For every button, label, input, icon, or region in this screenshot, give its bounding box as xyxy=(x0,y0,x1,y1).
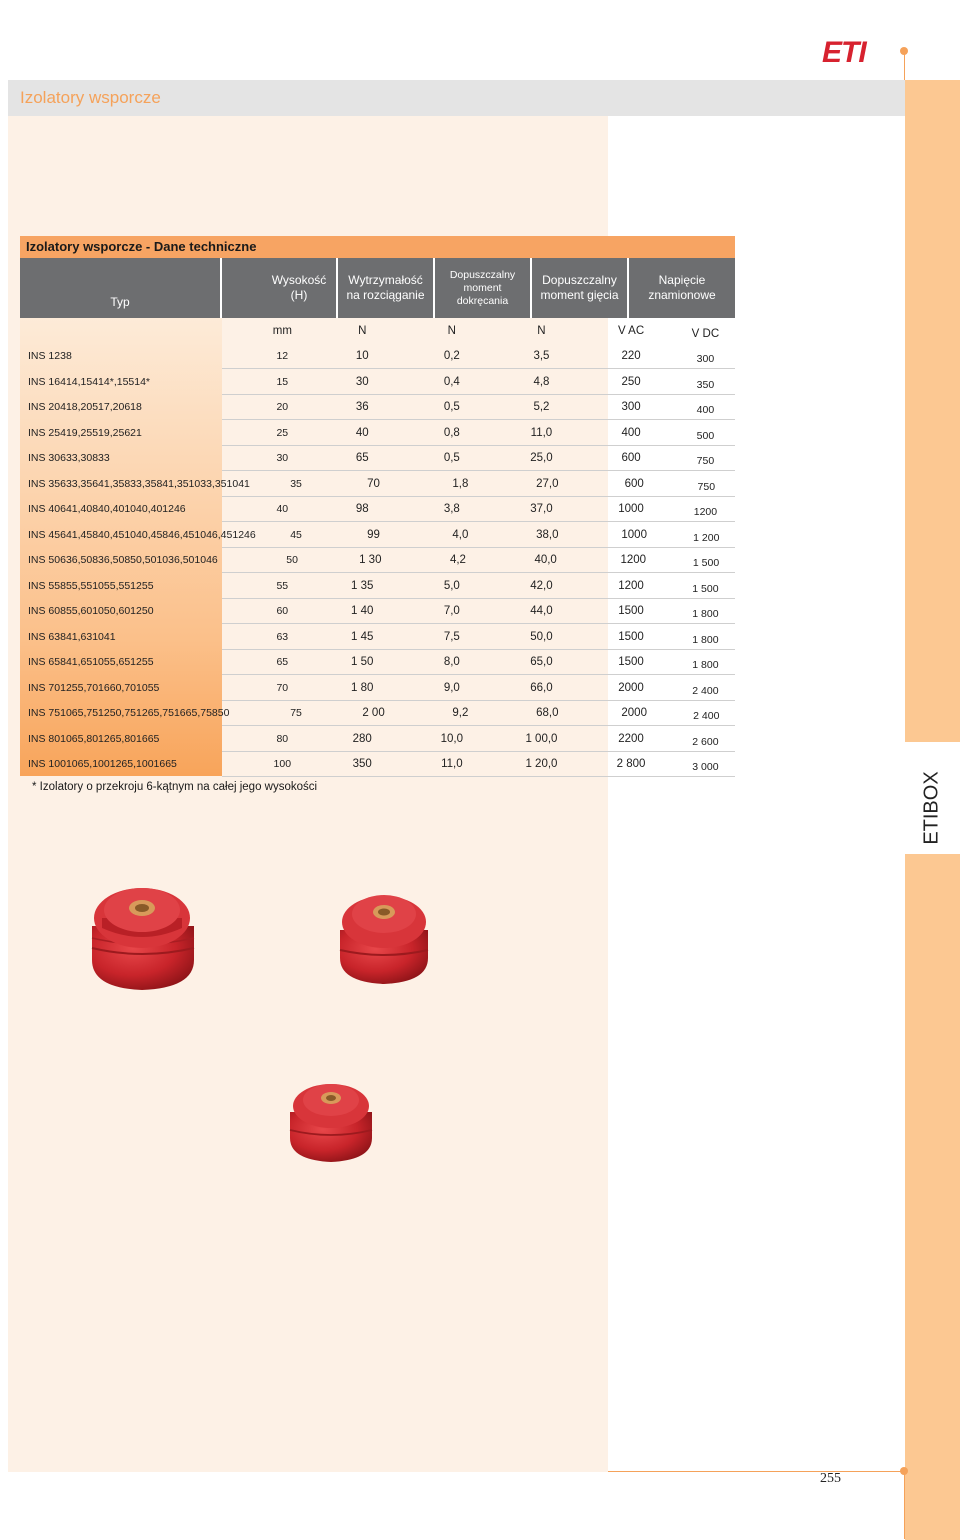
cell-vac: 2000 xyxy=(618,681,644,694)
table-row xyxy=(20,420,735,446)
cell-torque: 10,0 xyxy=(440,732,464,745)
table-row xyxy=(20,675,735,701)
col-tensile-line1: Wytrzymałość xyxy=(348,273,423,287)
cell-vac: 1200 xyxy=(620,554,647,567)
cell-torque: 8,0 xyxy=(443,656,460,669)
col-height-line1: Wysokość xyxy=(271,273,327,287)
cell-height: 35 xyxy=(290,477,302,490)
cell-vac: 1000 xyxy=(618,503,644,516)
cell-tensile: 99 xyxy=(367,528,380,541)
cell-bending: 40,0 xyxy=(534,554,557,567)
unit-bending: N xyxy=(537,324,546,337)
insulator-image-medium xyxy=(328,878,440,990)
cell-vdc: 750 xyxy=(696,455,715,468)
cell-vac: 1500 xyxy=(618,630,644,643)
table-row xyxy=(20,369,735,395)
cell-bending: 68,0 xyxy=(536,707,559,720)
col-typ-label: Typ xyxy=(110,294,130,309)
cell-height: 63 xyxy=(276,630,289,643)
decor-line-bottom-vertical xyxy=(904,1471,905,1539)
cell-torque: 11,0 xyxy=(441,758,463,771)
table-row xyxy=(20,548,735,574)
col-bending-line1: Dopuszczalny xyxy=(542,273,617,287)
cell-vac: 400 xyxy=(621,426,641,439)
cell-vdc: 2 400 xyxy=(692,684,719,697)
table-row xyxy=(20,446,735,472)
cell-tensile: 70 xyxy=(367,477,380,490)
table-row xyxy=(20,650,735,676)
cell-height: 55 xyxy=(276,579,289,592)
cell-torque: 4,2 xyxy=(449,554,466,567)
col-voltage-label: Napięcie znamionowe xyxy=(648,273,716,302)
cell-type: INS 751065,751250,751265,751665,75850 xyxy=(28,707,230,720)
cell-torque: 0,5 xyxy=(443,452,460,465)
cell-tensile: 1 80 xyxy=(351,681,374,694)
decor-line-bottom xyxy=(608,1471,904,1472)
cell-height: 30 xyxy=(276,452,289,465)
cell-type: INS 60855,601050,601250 xyxy=(28,605,154,618)
cell-vac: 600 xyxy=(624,477,644,490)
cell-bending: 65,0 xyxy=(530,656,553,669)
cell-tensile: 65 xyxy=(355,452,369,465)
col-torque-line2: moment xyxy=(463,281,502,294)
table-row xyxy=(20,624,735,650)
cell-bending: 37,0 xyxy=(530,503,553,516)
cell-type: INS 20418,20517,20618 xyxy=(28,401,142,414)
cell-vac: 1500 xyxy=(618,656,644,669)
cell-vdc: 1 500 xyxy=(692,582,719,595)
cell-vdc: 3 000 xyxy=(692,761,719,774)
table-row xyxy=(20,752,735,778)
col-tensile xyxy=(338,258,435,318)
cell-tensile: 350 xyxy=(352,758,372,771)
decor-dot-bottom xyxy=(900,1467,908,1475)
cell-vdc: 1 500 xyxy=(692,557,720,570)
table-row xyxy=(20,471,735,497)
cell-bending: 1 20,0 xyxy=(525,758,558,771)
cell-torque: 7,5 xyxy=(443,630,460,643)
cell-tensile: 98 xyxy=(355,503,369,516)
table-body xyxy=(20,318,735,777)
table-row xyxy=(20,395,735,421)
cell-type: INS 16414,15414*,15514* xyxy=(28,375,151,388)
cell-vac: 2000 xyxy=(621,707,647,720)
cell-vac: 1500 xyxy=(618,605,644,618)
cell-torque: 7,0 xyxy=(443,605,460,618)
cell-torque: 3,8 xyxy=(443,503,460,516)
cell-tensile: 40 xyxy=(355,426,369,439)
cell-type: INS 30633,30833 xyxy=(28,452,110,465)
cell-tensile: 1 35 xyxy=(351,579,374,592)
cell-height: 65 xyxy=(276,656,289,669)
cell-tensile: 1 45 xyxy=(351,630,374,643)
cell-vdc: 1200 xyxy=(693,506,718,519)
cell-type: INS 701255,701660,701055 xyxy=(28,681,160,694)
cell-type: INS 55855,551055,551255 xyxy=(28,579,154,592)
cell-bending: 66,0 xyxy=(530,681,553,694)
cell-bending: 50,0 xyxy=(530,630,553,643)
insulator-image-large xyxy=(78,868,208,998)
cell-vac: 220 xyxy=(621,350,641,363)
cell-type: INS 801065,801265,801665 xyxy=(28,732,160,745)
cell-bending: 42,0 xyxy=(530,579,553,592)
cell-vac: 250 xyxy=(621,375,641,388)
cell-torque: 9,0 xyxy=(443,681,460,694)
decor-line-top xyxy=(904,52,905,80)
cell-bending: 44,0 xyxy=(530,605,553,618)
cell-torque: 0,8 xyxy=(443,426,460,439)
col-tensile-line2: na rozciąganie xyxy=(346,288,425,302)
cell-tensile: 10 xyxy=(355,350,369,363)
cell-bending: 1 00,0 xyxy=(525,732,558,745)
cell-type: INS 65841,651055,651255 xyxy=(28,656,154,669)
table-title: Izolatory wsporcze - Dane techniczne xyxy=(20,236,735,258)
cell-height: 100 xyxy=(273,758,292,771)
table-row xyxy=(20,497,735,523)
cell-vac: 2 800 xyxy=(616,758,646,771)
cell-tensile: 30 xyxy=(355,375,369,388)
cell-type: INS 50636,50836,50850,501036,501046 xyxy=(28,554,218,567)
cell-tensile: 1 50 xyxy=(351,656,374,669)
col-bending-line2: moment gięcia xyxy=(540,288,619,302)
cell-torque: 1,8 xyxy=(452,477,469,490)
table-row xyxy=(20,573,735,599)
page-number: 255 xyxy=(820,1471,841,1486)
eti-logo: ETI xyxy=(822,36,866,69)
cell-torque: 4,0 xyxy=(452,528,469,541)
cell-vac: 1200 xyxy=(618,579,644,592)
etibox-label: ETIBOX xyxy=(920,771,943,845)
cell-type: INS 63841,631041 xyxy=(28,630,116,643)
cell-type: INS 45641,45840,451040,45846,451046,451246 xyxy=(28,528,256,541)
cell-torque: 9,2 xyxy=(452,707,469,720)
table-header xyxy=(20,258,735,318)
cell-height: 25 xyxy=(276,426,289,439)
table-footnote: * Izolatory o przekroju 6-kątnym na całej jego wysokości xyxy=(32,781,318,793)
cell-vac: 600 xyxy=(621,452,641,465)
cell-bending: 25,0 xyxy=(530,452,553,465)
unit-tensile: N xyxy=(358,324,367,337)
cell-tensile: 280 xyxy=(352,732,372,745)
col-torque-line3: dokręcania xyxy=(456,294,509,307)
cell-bending: 4,8 xyxy=(533,375,550,388)
unit-height: mm xyxy=(272,324,292,337)
cell-height: 80 xyxy=(276,732,289,745)
cell-height: 75 xyxy=(290,707,302,720)
cell-vdc: 300 xyxy=(696,353,715,366)
cell-vdc: 2 600 xyxy=(692,735,719,748)
col-typ xyxy=(20,258,222,318)
unit-vdc: V DC xyxy=(691,327,720,340)
cell-bending: 38,0 xyxy=(536,528,559,541)
table-row xyxy=(20,344,735,370)
cell-torque: 0,5 xyxy=(443,401,460,414)
cell-vac: 300 xyxy=(621,401,641,414)
cell-height: 70 xyxy=(276,681,289,694)
cell-vac: 1000 xyxy=(621,528,647,541)
cell-tensile: 36 xyxy=(355,401,369,414)
unit-torque: N xyxy=(447,324,456,337)
cell-type: INS 1238 xyxy=(28,350,72,363)
table-row xyxy=(20,701,735,727)
cell-vac: 2200 xyxy=(618,732,644,745)
cell-tensile: 1 40 xyxy=(351,605,374,618)
table-row xyxy=(20,726,735,752)
cell-vdc: 2 400 xyxy=(693,710,720,723)
col-height-line2: (H) xyxy=(290,288,308,302)
cell-bending: 27,0 xyxy=(536,477,559,490)
col-torque xyxy=(435,258,532,318)
col-voltage xyxy=(629,258,735,318)
cell-height: 60 xyxy=(276,605,289,618)
cell-tensile: 2 00 xyxy=(362,707,385,720)
cell-type: INS 40641,40840,401040,401246 xyxy=(28,503,186,516)
cell-bending: 5,2 xyxy=(533,401,550,414)
cell-height: 50 xyxy=(286,554,298,567)
cell-type: INS 25419,25519,25621 xyxy=(28,426,142,439)
cell-vdc: 350 xyxy=(696,378,715,391)
cell-vdc: 500 xyxy=(696,429,715,442)
cell-type: INS 1001065,1001265,1001665 xyxy=(28,758,177,771)
cell-bending: 11,0 xyxy=(530,426,553,439)
col-height xyxy=(222,258,338,318)
cell-height: 40 xyxy=(276,503,289,516)
table-row xyxy=(20,599,735,625)
cell-vdc: 1 200 xyxy=(693,531,720,544)
cell-height: 20 xyxy=(276,401,289,414)
cell-vdc: 1 800 xyxy=(692,659,719,672)
cell-bending: 3,5 xyxy=(533,350,550,363)
cell-vdc: 1 800 xyxy=(692,633,719,646)
cell-vdc: 400 xyxy=(696,404,715,417)
cell-torque: 0,2 xyxy=(443,350,460,363)
cell-vdc: 750 xyxy=(697,480,716,493)
col-torque-line1: Dopuszczalny xyxy=(449,268,516,281)
cell-tensile: 1 30 xyxy=(359,554,382,567)
cell-type: INS 35633,35641,35833,35841,351033,351041 xyxy=(28,477,250,490)
cell-torque: 0,4 xyxy=(443,375,460,388)
cell-height: 45 xyxy=(290,528,302,541)
units-row xyxy=(20,318,735,344)
page-title: Izolatory wsporcze xyxy=(20,88,161,107)
unit-vac: V AC xyxy=(617,324,645,337)
cell-vdc: 1 800 xyxy=(692,608,719,621)
table-row xyxy=(20,522,735,548)
insulator-image-small xyxy=(282,1068,380,1166)
cell-height: 15 xyxy=(276,375,289,388)
cell-torque: 5,0 xyxy=(443,579,460,592)
cell-height: 12 xyxy=(276,350,289,363)
col-bending xyxy=(532,258,629,318)
